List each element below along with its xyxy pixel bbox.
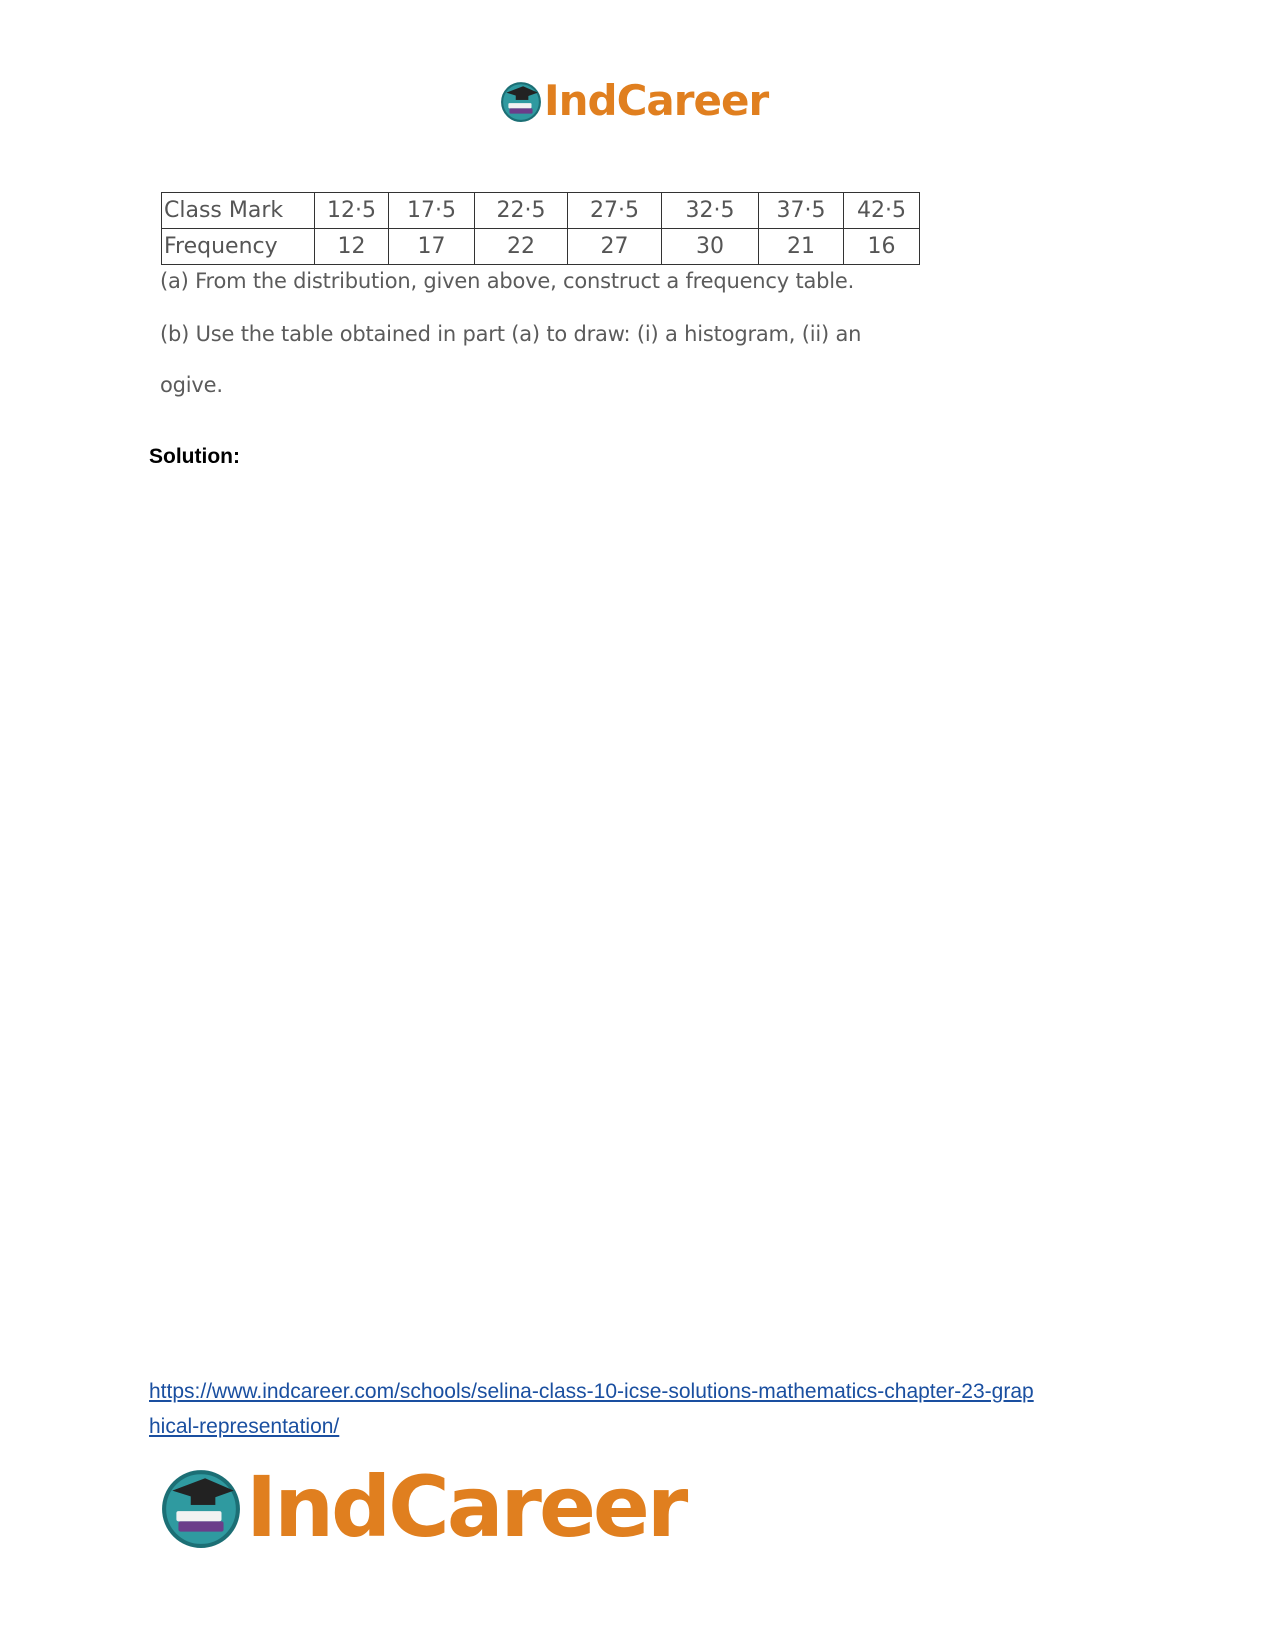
- source-link-line-2[interactable]: hical-representation/: [149, 1415, 340, 1438]
- table-cell: 17·5: [389, 193, 475, 229]
- header-logo: [500, 78, 768, 124]
- question-part-b-continued: ogive.: [160, 373, 223, 397]
- table-cell: 16: [844, 229, 920, 265]
- table-cell: 22: [475, 229, 568, 265]
- row-header: Frequency: [162, 229, 315, 265]
- table-cell: 42·5: [844, 193, 920, 229]
- row-header: Class Mark: [162, 193, 315, 229]
- table-cell: 17: [389, 229, 475, 265]
- source-link-line-1[interactable]: https://www.indcareer.com/schools/selina-class-10-icse-solutions-mathematics-chapter-23-grap: [149, 1380, 1034, 1403]
- question-part-b: (b) Use the table obtained in part (a) to draw: (i) a histogram, (ii) an: [160, 322, 862, 346]
- globe-book-icon: [160, 1466, 242, 1548]
- logo-wordmark: IndCareer: [246, 1458, 686, 1556]
- table-cell: 22·5: [475, 193, 568, 229]
- table-cell: 27: [568, 229, 662, 265]
- table-cell: 37·5: [759, 193, 844, 229]
- table-row-frequency: [162, 229, 920, 265]
- table-cell: 12: [315, 229, 389, 265]
- question-part-a: (a) From the distribution, given above, construct a frequency table.: [160, 269, 855, 293]
- table-cell: 12·5: [315, 193, 389, 229]
- table-cell: 30: [662, 229, 759, 265]
- table-cell: 27·5: [568, 193, 662, 229]
- table-row-class-mark: [162, 193, 920, 229]
- globe-book-icon: [500, 80, 542, 122]
- footer-logo: [160, 1458, 686, 1556]
- class-mark-frequency-table: [161, 192, 920, 265]
- table-cell: 32·5: [662, 193, 759, 229]
- source-link[interactable]: [149, 1374, 1034, 1444]
- solution-heading: Solution:: [149, 445, 240, 468]
- logo-wordmark: IndCareer: [544, 76, 769, 125]
- table-cell: 21: [759, 229, 844, 265]
